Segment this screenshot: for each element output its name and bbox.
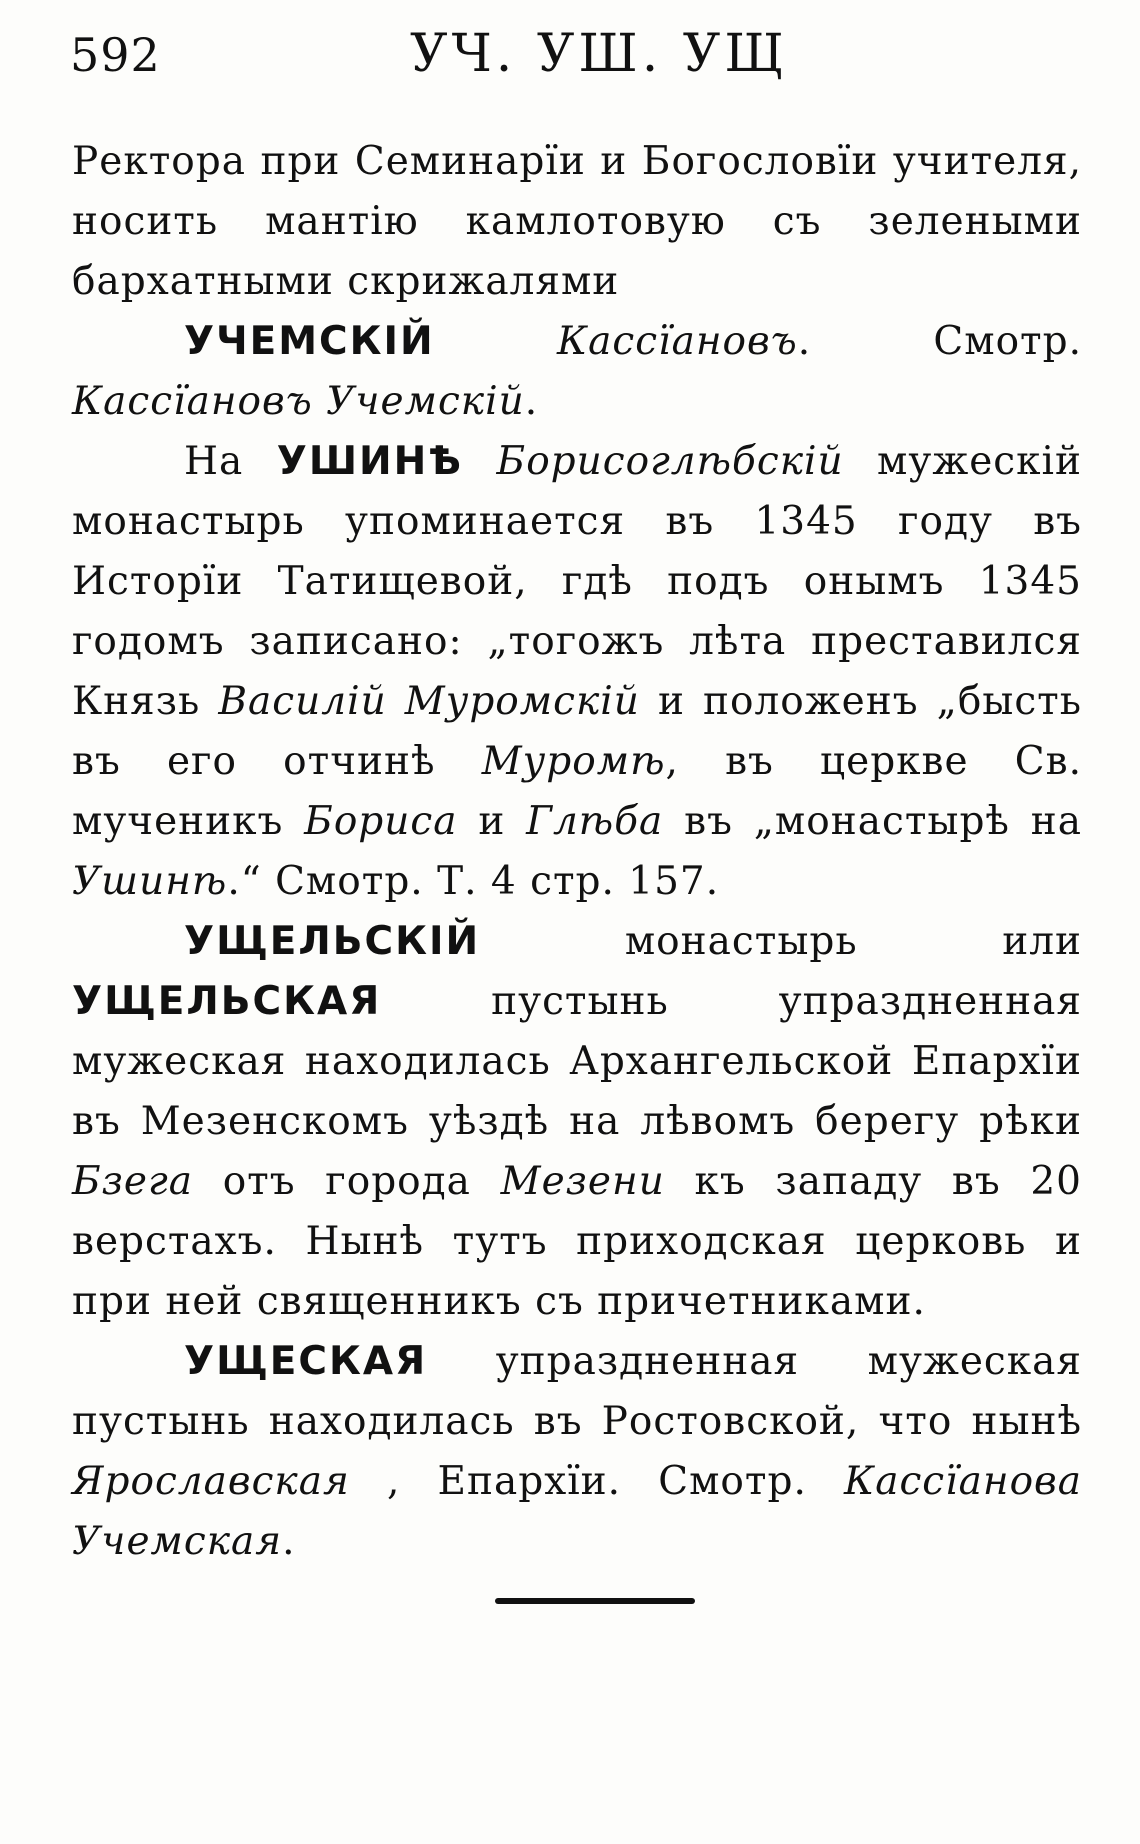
entry-text: . (524, 379, 539, 424)
entry-text: къ западу въ 20 верстахъ. Нынѣ тутъ приходская церковь и при ней священникъ съ причетниками. (72, 1159, 1082, 1324)
entry-headword: УЩЕСКАЯ (184, 1339, 428, 1384)
entry-text: отъ города (192, 1159, 501, 1204)
entry-headword: УЩЕЛЬСКІЙ (184, 919, 481, 964)
entry-text: На (184, 439, 277, 484)
entry-text: Ректора при Семинарїи и Богословїи учителя, носить мантію камлотовую съ зелеными бархатными скрижалями (72, 139, 1082, 304)
entry-italic-name: Кассїанова Учемская (72, 1459, 1082, 1564)
page-header (70, 18, 1080, 88)
entry-ushchelsky (72, 912, 1082, 1332)
entry-headword: УЧЕМСКІЙ (184, 319, 435, 364)
entry-headword: УШИНѢ (276, 439, 464, 484)
entry-italic-name: Бзега (72, 1159, 193, 1204)
entry-italic-name: Кассїановъ Учемскій (72, 379, 525, 424)
entry-text: пустынь упраздненная мужеская находилась Архангельской Епархїи въ Мезенскомъ уѣздѣ на лѣвомъ берегу рѣки (72, 979, 1082, 1144)
entry-text: монастырь или (480, 919, 1082, 964)
entry-ushine (72, 432, 1082, 912)
page-number: 592 (70, 28, 161, 82)
entry-italic-name: Ушинѣ (72, 859, 228, 904)
entry-text (463, 439, 496, 484)
entry-text: и (457, 799, 527, 844)
entry-italic-name: Мезени (500, 1159, 665, 1204)
entry-ushcheskaya (72, 1332, 1082, 1572)
running-head: УЧ. УШ. УЩ (410, 24, 788, 84)
entry-text: , Епархїи. Смотр. (349, 1459, 845, 1504)
entry-italic-name: Бориса (304, 799, 458, 844)
entry-text: . Смотр. (797, 319, 1082, 364)
entry-text: .“ Смотр. Т. 4 стр. 157. (227, 859, 720, 904)
entry-italic-name: Ярославская (72, 1459, 350, 1504)
entry-italic-name: Борисоглѣбскій (496, 439, 844, 484)
entry-text: мужескій монастырь упоминается въ 1345 году въ Исторїи Татищевой, гдѣ подъ онымъ 1345 годомъ записано: „тогожъ лѣта преставился Князь (72, 439, 1082, 724)
entry-text (435, 319, 557, 364)
entry-text: , въ церкве Св. мученикъ (72, 739, 1082, 844)
entry-headword-variant: УЩЕЛЬСКАЯ (72, 979, 382, 1024)
entry-continuation (72, 132, 1082, 312)
entry-text: упраздненная мужеская пустынь находилась въ Ростовской, что нынѣ (72, 1339, 1082, 1444)
entry-text: . (282, 1519, 296, 1564)
entry-text: въ „монастырѣ на (663, 799, 1082, 844)
entry-italic-name: Кассїановъ (556, 319, 798, 364)
end-rule (495, 1598, 695, 1604)
entry-italic-name: Муромѣ (481, 739, 666, 784)
entry-uchemsky (72, 312, 1082, 432)
page-body (72, 132, 1082, 1572)
entry-italic-name: Глѣба (526, 799, 664, 844)
entry-text: и положенъ „бысть въ его отчинѣ (72, 679, 1082, 784)
entry-italic-name: Василій Муромскій (218, 679, 640, 724)
